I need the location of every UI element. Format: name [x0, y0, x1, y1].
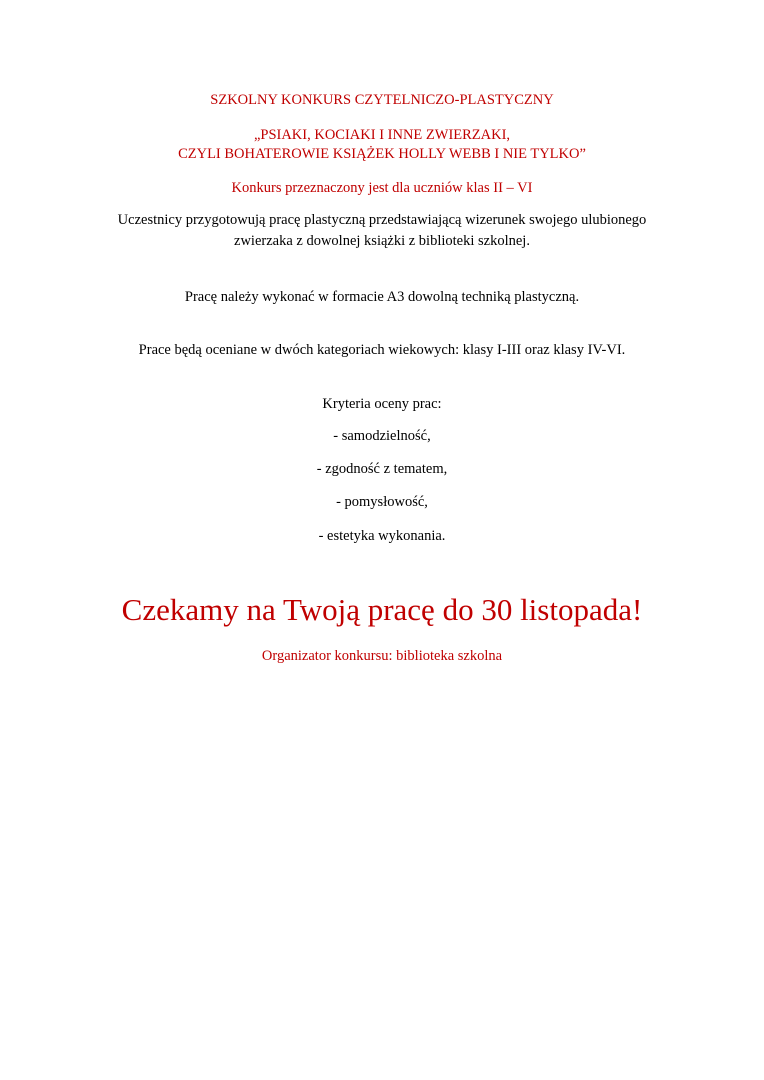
deadline-heading: Czekamy na Twoją pracę do 30 listopada! — [121, 592, 643, 627]
contest-theme-line-1: „PSIAKI, KOCIAKI I INNE ZWIERZAKI, — [253, 127, 511, 143]
format-requirement: Pracę należy wykonać w formacie A3 dowolną techniką plastyczną. — [184, 289, 580, 305]
criteria-heading: Kryteria oceny prac: — [322, 396, 442, 412]
contest-title: SZKOLNY KONKURS CZYTELNICZO-PLASTYCZNY — [210, 92, 554, 108]
criteria-item: - estetyka wykonania. — [318, 528, 446, 544]
organizer-note: Organizator konkursu: biblioteka szkolna — [261, 648, 503, 664]
criteria-item: - zgodność z tematem, — [316, 461, 448, 477]
criteria-item: - pomysłowość, — [336, 494, 428, 510]
criteria-item: - samodzielność, — [333, 428, 431, 444]
age-categories: Prace będą oceniane w dwóch kategoriach wiekowych: klasy I-III oraz klasy IV-VI. — [138, 342, 626, 358]
description-line-1: Uczestnicy przygotowują pracę plastyczną przedstawiającą wizerunek swojego ulubionego — [117, 212, 647, 228]
contest-audience: Konkurs przeznaczony jest dla uczniów klas II – VI — [231, 180, 533, 196]
description-line-2: zwierzaka z dowolnej książki z biblioteki szkolnej. — [234, 233, 530, 249]
contest-theme-line-2: CZYLI BOHATEROWIE KSIĄŻEK HOLLY WEBB I NIE TYLKO” — [178, 146, 586, 162]
